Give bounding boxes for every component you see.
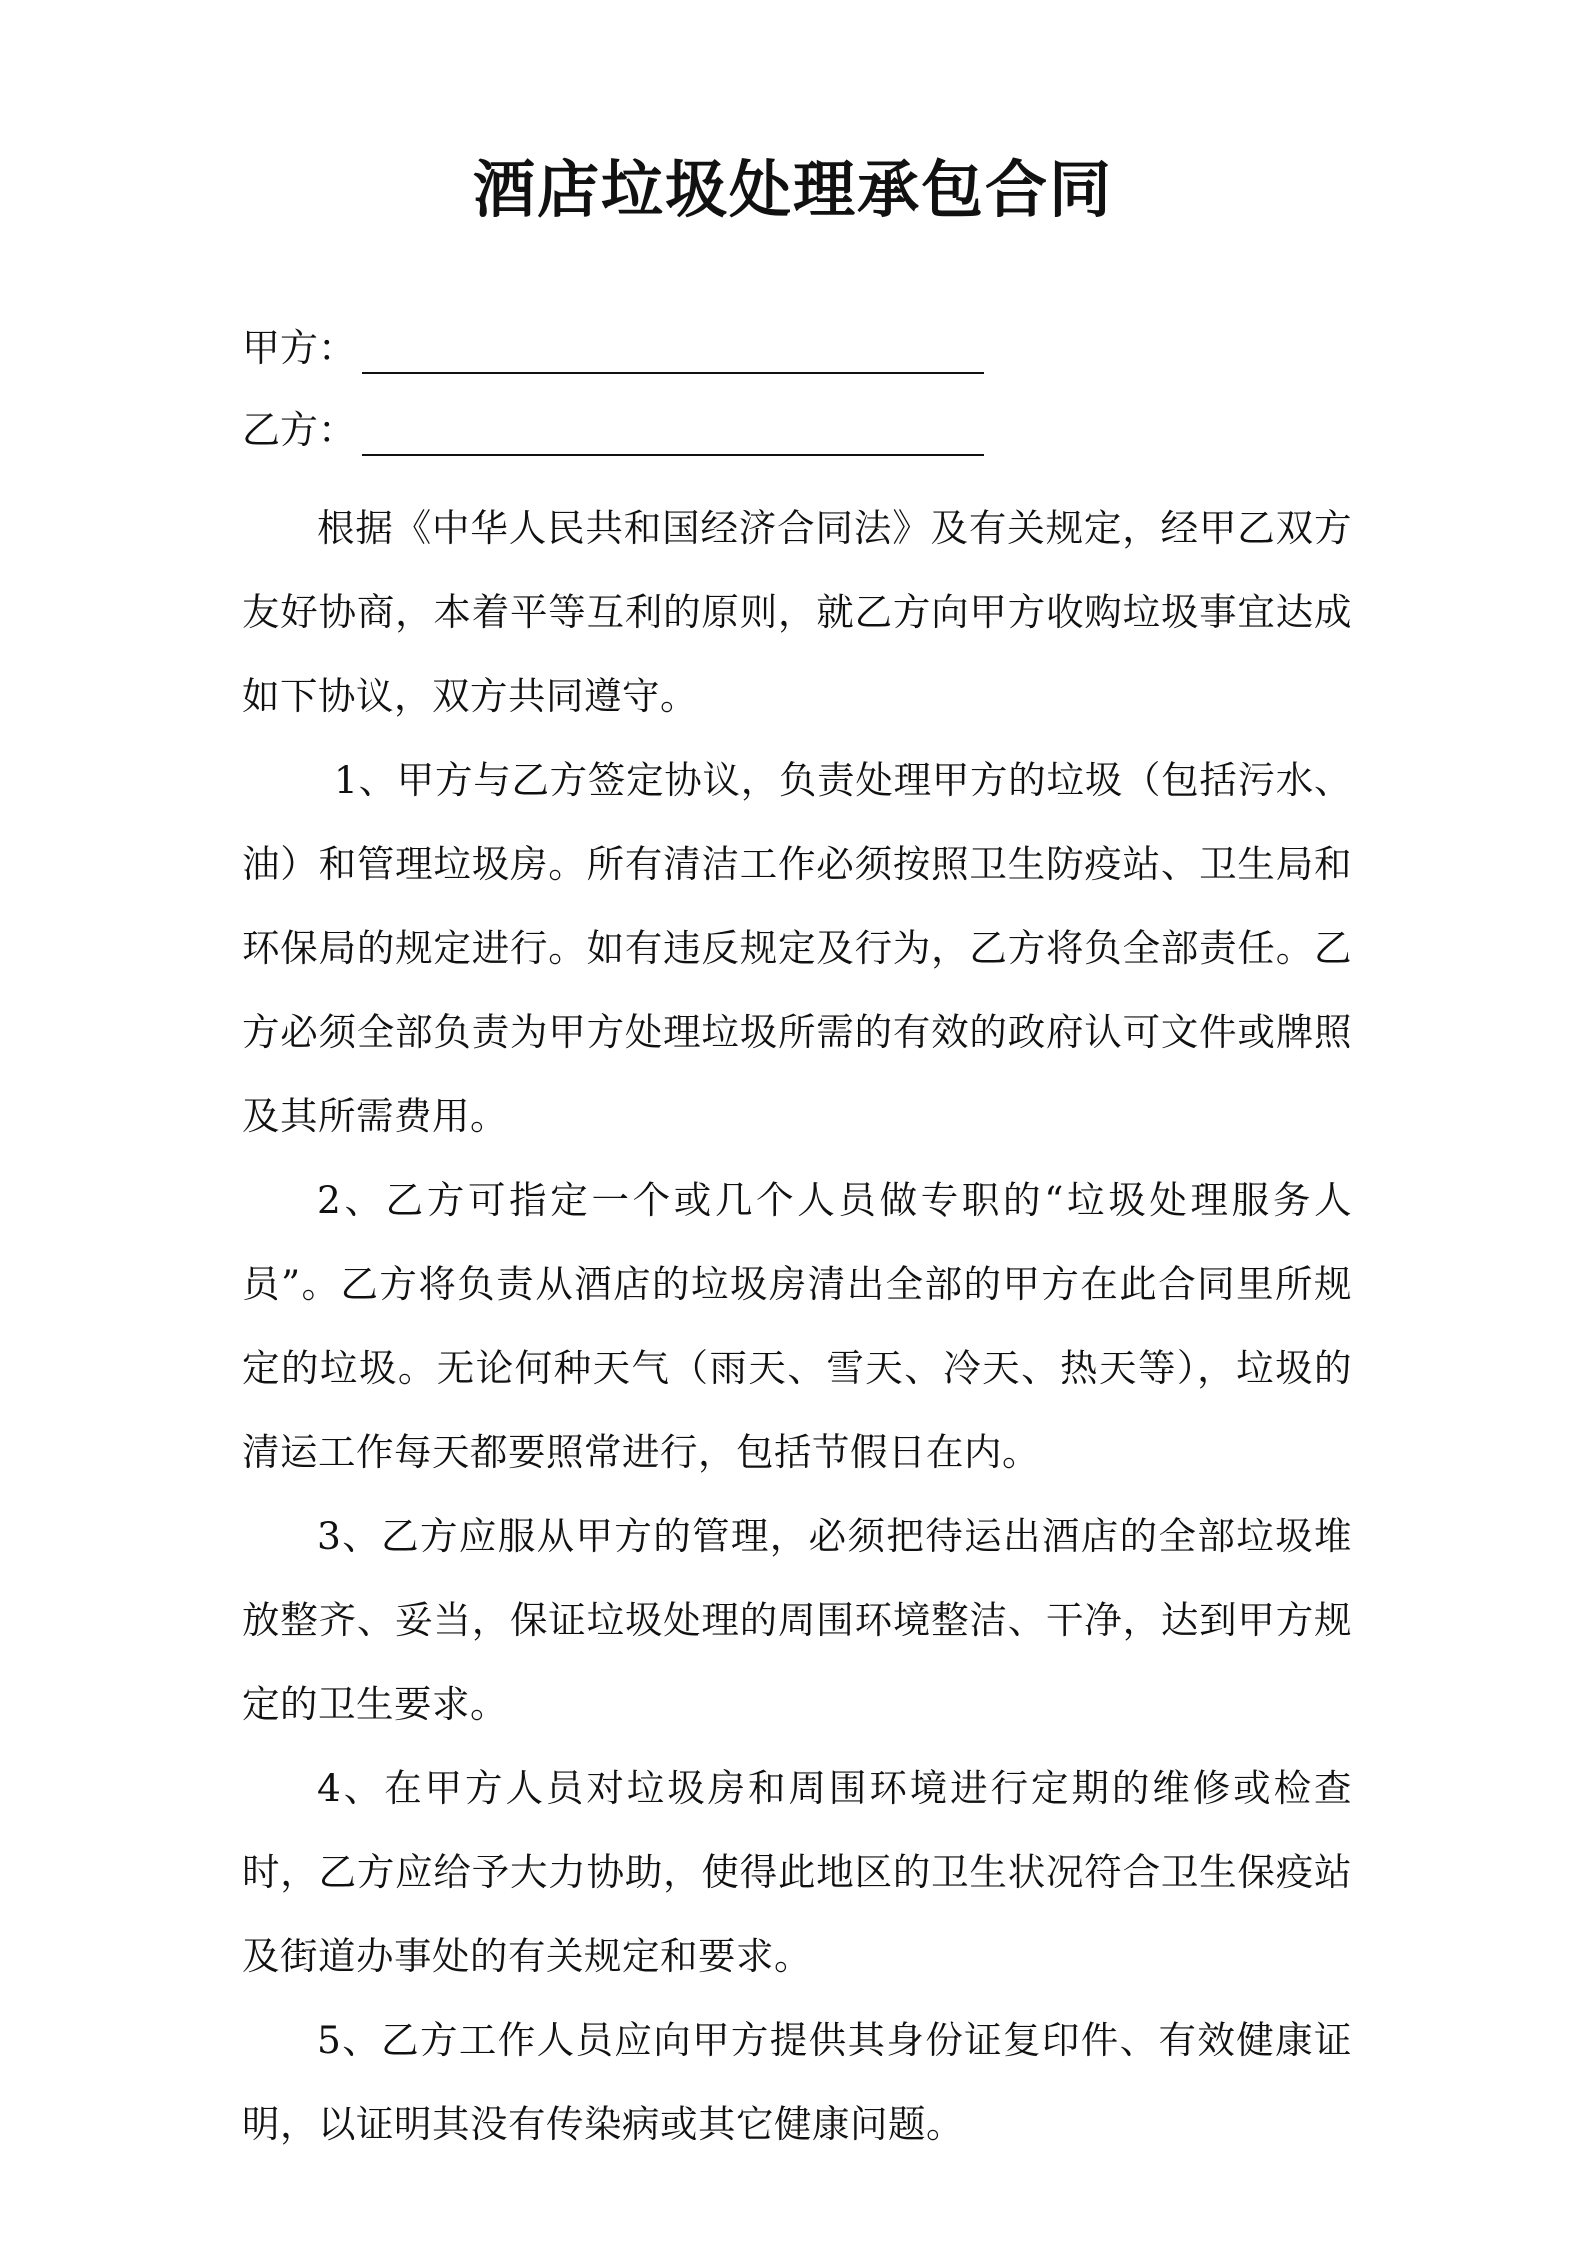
clause-5-paragraph: 5、乙方工作人员应向甲方提供其身份证复印件、有效健康证明，以证明其没有传染病或其它健康问题。 <box>242 2018 1352 2146</box>
clause-2-paragraph: 2、乙方可指定一个或几个人员做专职的“垃圾处理服务人员”。乙方将负责从酒店的垃圾房清出全部的甲方在此合同里所规定的垃圾。无论何种天气（雨天、雪天、冷天、热天等），垃圾的清运工作每天都要照常进行，包括节假日在内。 <box>242 1178 1352 1474</box>
party-b-line <box>242 404 984 456</box>
party-a-line <box>242 322 984 374</box>
clause-4-paragraph: 4、在甲方人员对垃圾房和周围环境进行定期的维修或检查时，乙方应给予大力协助，使得此地区的卫生状况符合卫生保疫站及街道办事处的有关规定和要求。 <box>242 1766 1352 1978</box>
contract-body <box>242 486 1352 2166</box>
party-b-blank-field[interactable] <box>362 414 984 456</box>
party-a-label: 甲方： <box>242 326 357 370</box>
party-a-blank-field[interactable] <box>362 332 984 374</box>
clause-3-paragraph: 3、乙方应服从甲方的管理，必须把待运出酒店的全部垃圾堆放整齐、妥当，保证垃圾处理的周围环境整洁、干净，达到甲方规定的卫生要求。 <box>242 1514 1352 1726</box>
clause-1-paragraph: 1、甲方与乙方签定协议，负责处理甲方的垃圾（包括污水、油）和管理垃圾房。所有清洁工作必须按照卫生防疫站、卫生局和环保局的规定进行。如有违反规定及行为，乙方将负全部责任。乙方必须全部负责为甲方处理垃圾所需的有效的政府认可文件或牌照及其所需费用。 <box>242 758 1352 1138</box>
preamble-paragraph: 根据《中华人民共和国经济合同法》及有关规定，经甲乙双方友好协商，本着平等互利的原则，就乙方向甲方收购垃圾事宜达成如下协议，双方共同遵守。 <box>242 506 1352 718</box>
document-title: 酒店垃圾处理承包合同 <box>472 153 1113 226</box>
party-b-label: 乙方： <box>242 408 357 452</box>
